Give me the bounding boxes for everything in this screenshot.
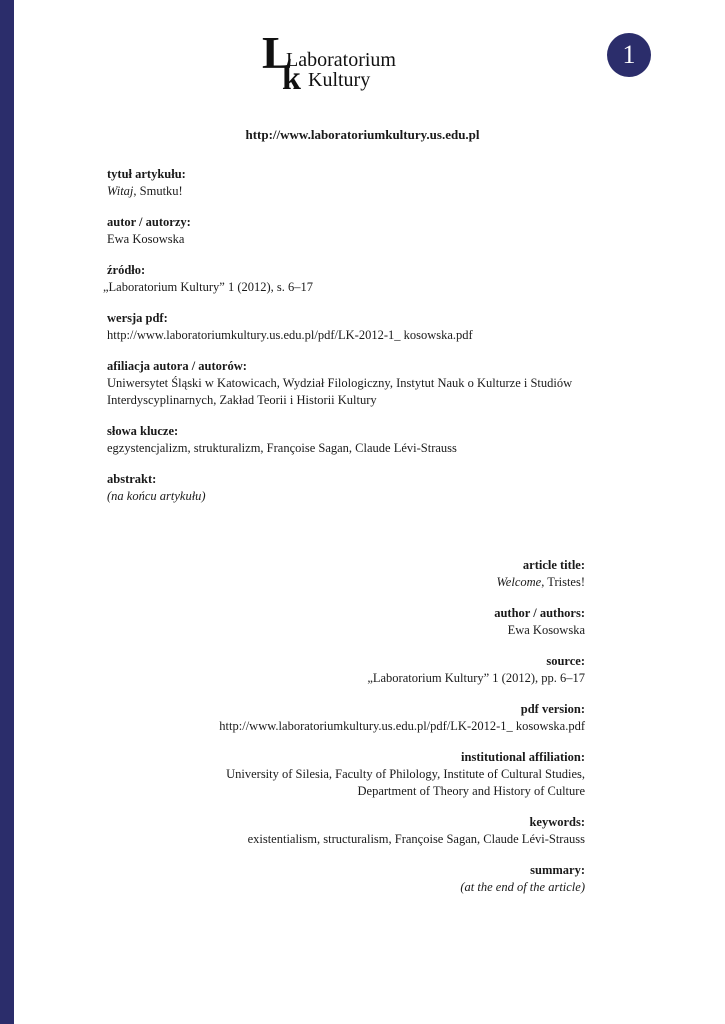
en-source-value: „Laboratorium Kultury” 1 (2012), pp. 6–17 (367, 671, 585, 685)
en-affiliation-line-2: Department of Theory and History of Culture (357, 784, 585, 798)
en-title-italic: Welcome (496, 575, 542, 589)
en-pdf-entry (105, 701, 585, 735)
pl-keywords-value: egzystencjalizm, strukturalizm, Françoise Sagan, Claude Lévi-Strauss (107, 441, 457, 455)
en-summary-entry (105, 862, 585, 896)
en-title-label: article title: (522, 558, 585, 572)
en-source-label: source: (546, 654, 585, 668)
en-summary-label: summary: (530, 863, 585, 877)
pl-title-value (107, 183, 587, 200)
pl-source-entry (103, 262, 587, 296)
pl-pdf-entry (107, 310, 587, 344)
en-pdf-label: pdf version: (520, 702, 585, 716)
en-keywords-label: keywords: (529, 815, 585, 829)
en-affiliation-entry (105, 749, 585, 800)
english-metadata (105, 557, 585, 910)
journal-logo (262, 27, 432, 97)
en-title-value (105, 574, 585, 591)
en-affiliation-label: institutional affiliation: (461, 750, 585, 764)
pl-title-label: tytuł artykułu: (107, 167, 186, 181)
en-pdf-link[interactable]: http://www.laboratoriumkultury.us.edu.pl/pdf/LK-2012-1_ kosowska.pdf (219, 719, 585, 733)
pl-author-value: Ewa Kosowska (107, 232, 185, 246)
en-title-entry (105, 557, 585, 591)
pl-abstract-label: abstrakt: (107, 472, 157, 486)
pl-affiliation-label: afiliacja autora / autorów: (107, 359, 247, 373)
pl-keywords-label: słowa klucze: (107, 424, 179, 438)
en-keywords-value: existentialism, structuralism, Françoise Sagan, Claude Lévi-Strauss (247, 832, 585, 846)
side-accent-bar (0, 0, 14, 1024)
site-url-link[interactable]: http://www.laboratoriumkultury.us.edu.pl (245, 127, 480, 142)
pl-keywords-entry (107, 423, 587, 457)
pl-title-italic: Witaj (107, 184, 134, 198)
pl-pdf-label: wersja pdf: (107, 311, 168, 325)
en-author-entry (105, 605, 585, 639)
logo-letter-k: k (282, 60, 301, 97)
en-keywords-entry (105, 814, 585, 848)
en-source-entry (105, 653, 585, 687)
logo-word-1: Laboratorium (286, 49, 396, 71)
pl-pdf-link[interactable]: http://www.laboratoriumkultury.us.edu.pl/pdf/LK-2012-1_ kosowska.pdf (107, 328, 473, 342)
pl-title-rest: , Smutku! (133, 184, 183, 198)
logo-word-2: Kultury (308, 69, 371, 91)
en-title-rest: , Tristes! (541, 575, 585, 589)
pl-title-entry (107, 166, 587, 200)
pl-source-value: „Laboratorium Kultury” 1 (2012), s. 6–17 (103, 280, 314, 294)
pl-source-label: źródło: (107, 263, 146, 277)
pl-affiliation-line-2: Interdyscyplinarnych, Zakład Teorii i Historii Kultury (107, 393, 377, 407)
pl-abstract-entry (107, 471, 587, 505)
en-summary-value: (at the end of the article) (460, 880, 585, 894)
en-author-value: Ewa Kosowska (507, 623, 585, 637)
en-author-label: author / authors: (494, 606, 585, 620)
polish-metadata (103, 166, 587, 519)
pl-affiliation-entry (107, 358, 587, 409)
pl-affiliation-line-1: Uniwersytet Śląski w Katowicach, Wydział Filologiczny, Instytut Nauk o Kulturze i Studiów (107, 376, 573, 390)
pl-author-entry (107, 214, 587, 248)
en-affiliation-line-1: University of Silesia, Faculty of Philology, Institute of Cultural Studies, (226, 767, 585, 781)
logo-letter-l: L (262, 27, 293, 78)
pl-author-label: autor / autorzy: (107, 215, 191, 229)
page-number-badge: 1 (607, 33, 651, 77)
pl-abstract-value: (na końcu artykułu) (107, 489, 206, 503)
